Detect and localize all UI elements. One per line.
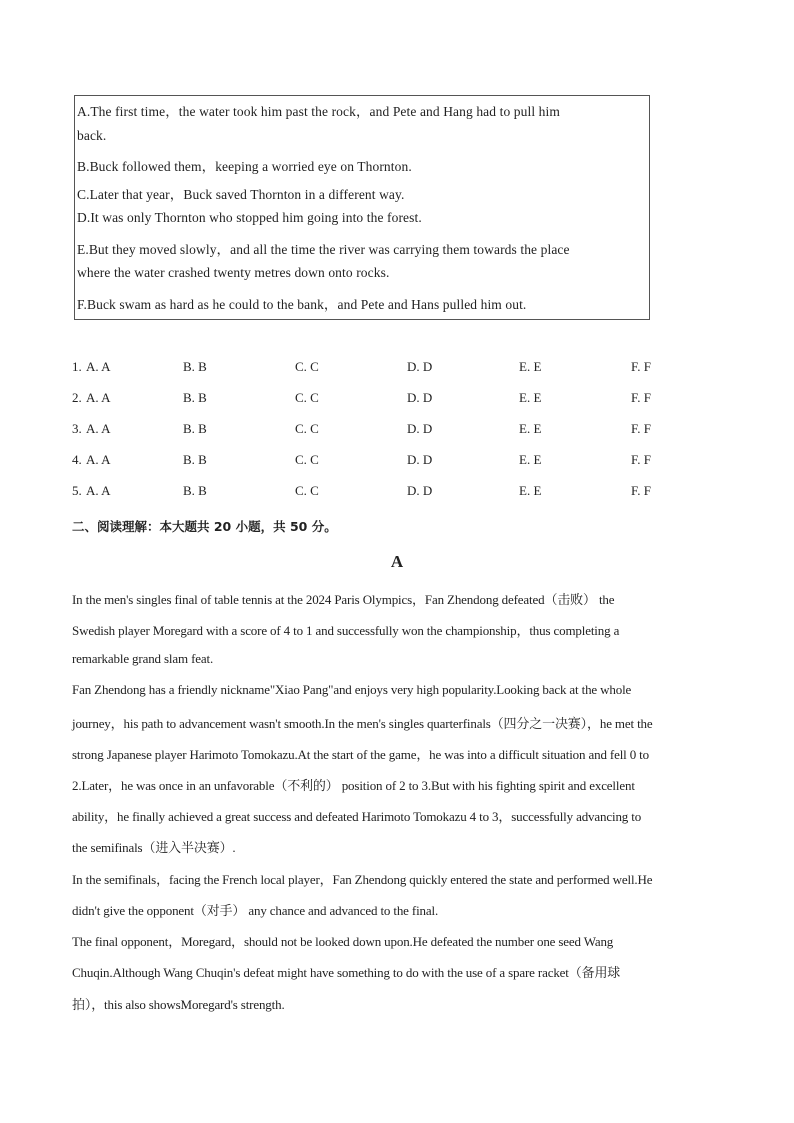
choice-b[interactable]: B. B [183, 483, 207, 498]
passage-line: didn't give the opponent（对手） any chance and advanced to the final. [72, 903, 439, 918]
choice-a[interactable]: A. A [86, 452, 111, 467]
option-line: F.Buck swam as hard as he could to the bank，and Pete and Hans pulled him out. [77, 297, 527, 312]
passage-line: 2.Later，he was once in an unfavorable（不利的） position of 2 to 3.But with his fighting spirit and excellent [72, 778, 635, 793]
option-line: D.It was only Thornton who stopped him going into the forest. [77, 210, 422, 225]
choice-c[interactable]: C. C [295, 390, 319, 405]
passage-line: the semifinals（进入半决赛）. [72, 840, 236, 855]
choice-a[interactable]: A. A [86, 359, 111, 374]
options-box [74, 95, 650, 320]
choice-a[interactable]: A. A [86, 483, 111, 498]
passage-line: Chuqin.Although Wang Chuqin's defeat might have something to do with the use of a spare racket（备用球 [72, 965, 621, 980]
choice-e[interactable]: E. E [519, 483, 542, 498]
choice-c[interactable]: C. C [295, 359, 319, 374]
choice-f[interactable]: F. F [631, 359, 651, 374]
option-line: B.Buck followed them，keeping a worried eye on Thornton. [77, 159, 412, 174]
option-line: C.Later that year，Buck saved Thornton in a different way. [77, 187, 405, 202]
choice-f[interactable]: F. F [631, 390, 651, 405]
passage-line: strong Japanese player Harimoto Tomokazu.At the start of the game，he was into a difficult situation and fell 0 to [72, 747, 649, 762]
choice-d[interactable]: D. D [407, 452, 433, 467]
choice-b[interactable]: B. B [183, 452, 207, 467]
choice-f[interactable]: F. F [631, 483, 651, 498]
passage-line: In the men's singles final of table tennis at the 2024 Paris Olympics，Fan Zhendong defeated（击败） the [72, 592, 615, 607]
choice-a[interactable]: A. A [86, 390, 111, 405]
passage-line: remarkable grand slam feat. [72, 651, 214, 666]
choice-a[interactable]: A. A [86, 421, 111, 436]
question-number: 5. [72, 483, 82, 498]
choice-d[interactable]: D. D [407, 359, 433, 374]
question-number: 2. [72, 390, 82, 405]
choice-c[interactable]: C. C [295, 483, 319, 498]
passage-line: 拍），this also showsMoregard's strength. [72, 997, 285, 1012]
option-line: where the water crashed twenty metres down onto rocks. [77, 265, 390, 280]
choice-f[interactable]: F. F [631, 452, 651, 467]
choice-d[interactable]: D. D [407, 390, 433, 405]
passage-line: Swedish player Moregard with a score of 4 to 1 and successfully won the championship，thus completing a [72, 623, 620, 638]
choice-c[interactable]: C. C [295, 452, 319, 467]
choice-e[interactable]: E. E [519, 359, 542, 374]
passage-line: In the semifinals，facing the French local player，Fan Zhendong quickly entered the state and performed well.He [72, 872, 653, 887]
section-heading: 二、阅读理解：本大题共 20 小题，共 50 分。 [72, 519, 337, 534]
option-line: A.The first time，the water took him past the rock，and Pete and Hang had to pull him [77, 104, 560, 119]
question-number: 4. [72, 452, 82, 467]
choice-e[interactable]: E. E [519, 421, 542, 436]
passage-line: Fan Zhendong has a friendly nickname"Xiao Pang"and enjoys very high popularity.Looking back at the whole [72, 682, 632, 697]
choice-d[interactable]: D. D [407, 483, 433, 498]
choice-b[interactable]: B. B [183, 359, 207, 374]
choice-f[interactable]: F. F [631, 421, 651, 436]
option-line: E.But they moved slowly，and all the time the river was carrying them towards the place [77, 242, 570, 257]
choice-d[interactable]: D. D [407, 421, 433, 436]
question-number: 3. [72, 421, 82, 436]
passage-line: The final opponent，Moregard，should not be looked down upon.He defeated the number one seed Wang [72, 934, 614, 949]
choice-b[interactable]: B. B [183, 421, 207, 436]
passage-line: journey，his path to advancement wasn't smooth.In the men's singles quarterfinals（四分之一决赛），he met the [72, 716, 653, 731]
option-line: back. [77, 128, 107, 143]
passage-title: A [390, 552, 404, 571]
question-number: 1. [72, 359, 82, 374]
choice-e[interactable]: E. E [519, 452, 542, 467]
choice-e[interactable]: E. E [519, 390, 542, 405]
choice-c[interactable]: C. C [295, 421, 319, 436]
choice-b[interactable]: B. B [183, 390, 207, 405]
passage-line: ability，he finally achieved a great success and defeated Harimoto Tomokazu 4 to 3，successfully advancing to [72, 809, 642, 824]
